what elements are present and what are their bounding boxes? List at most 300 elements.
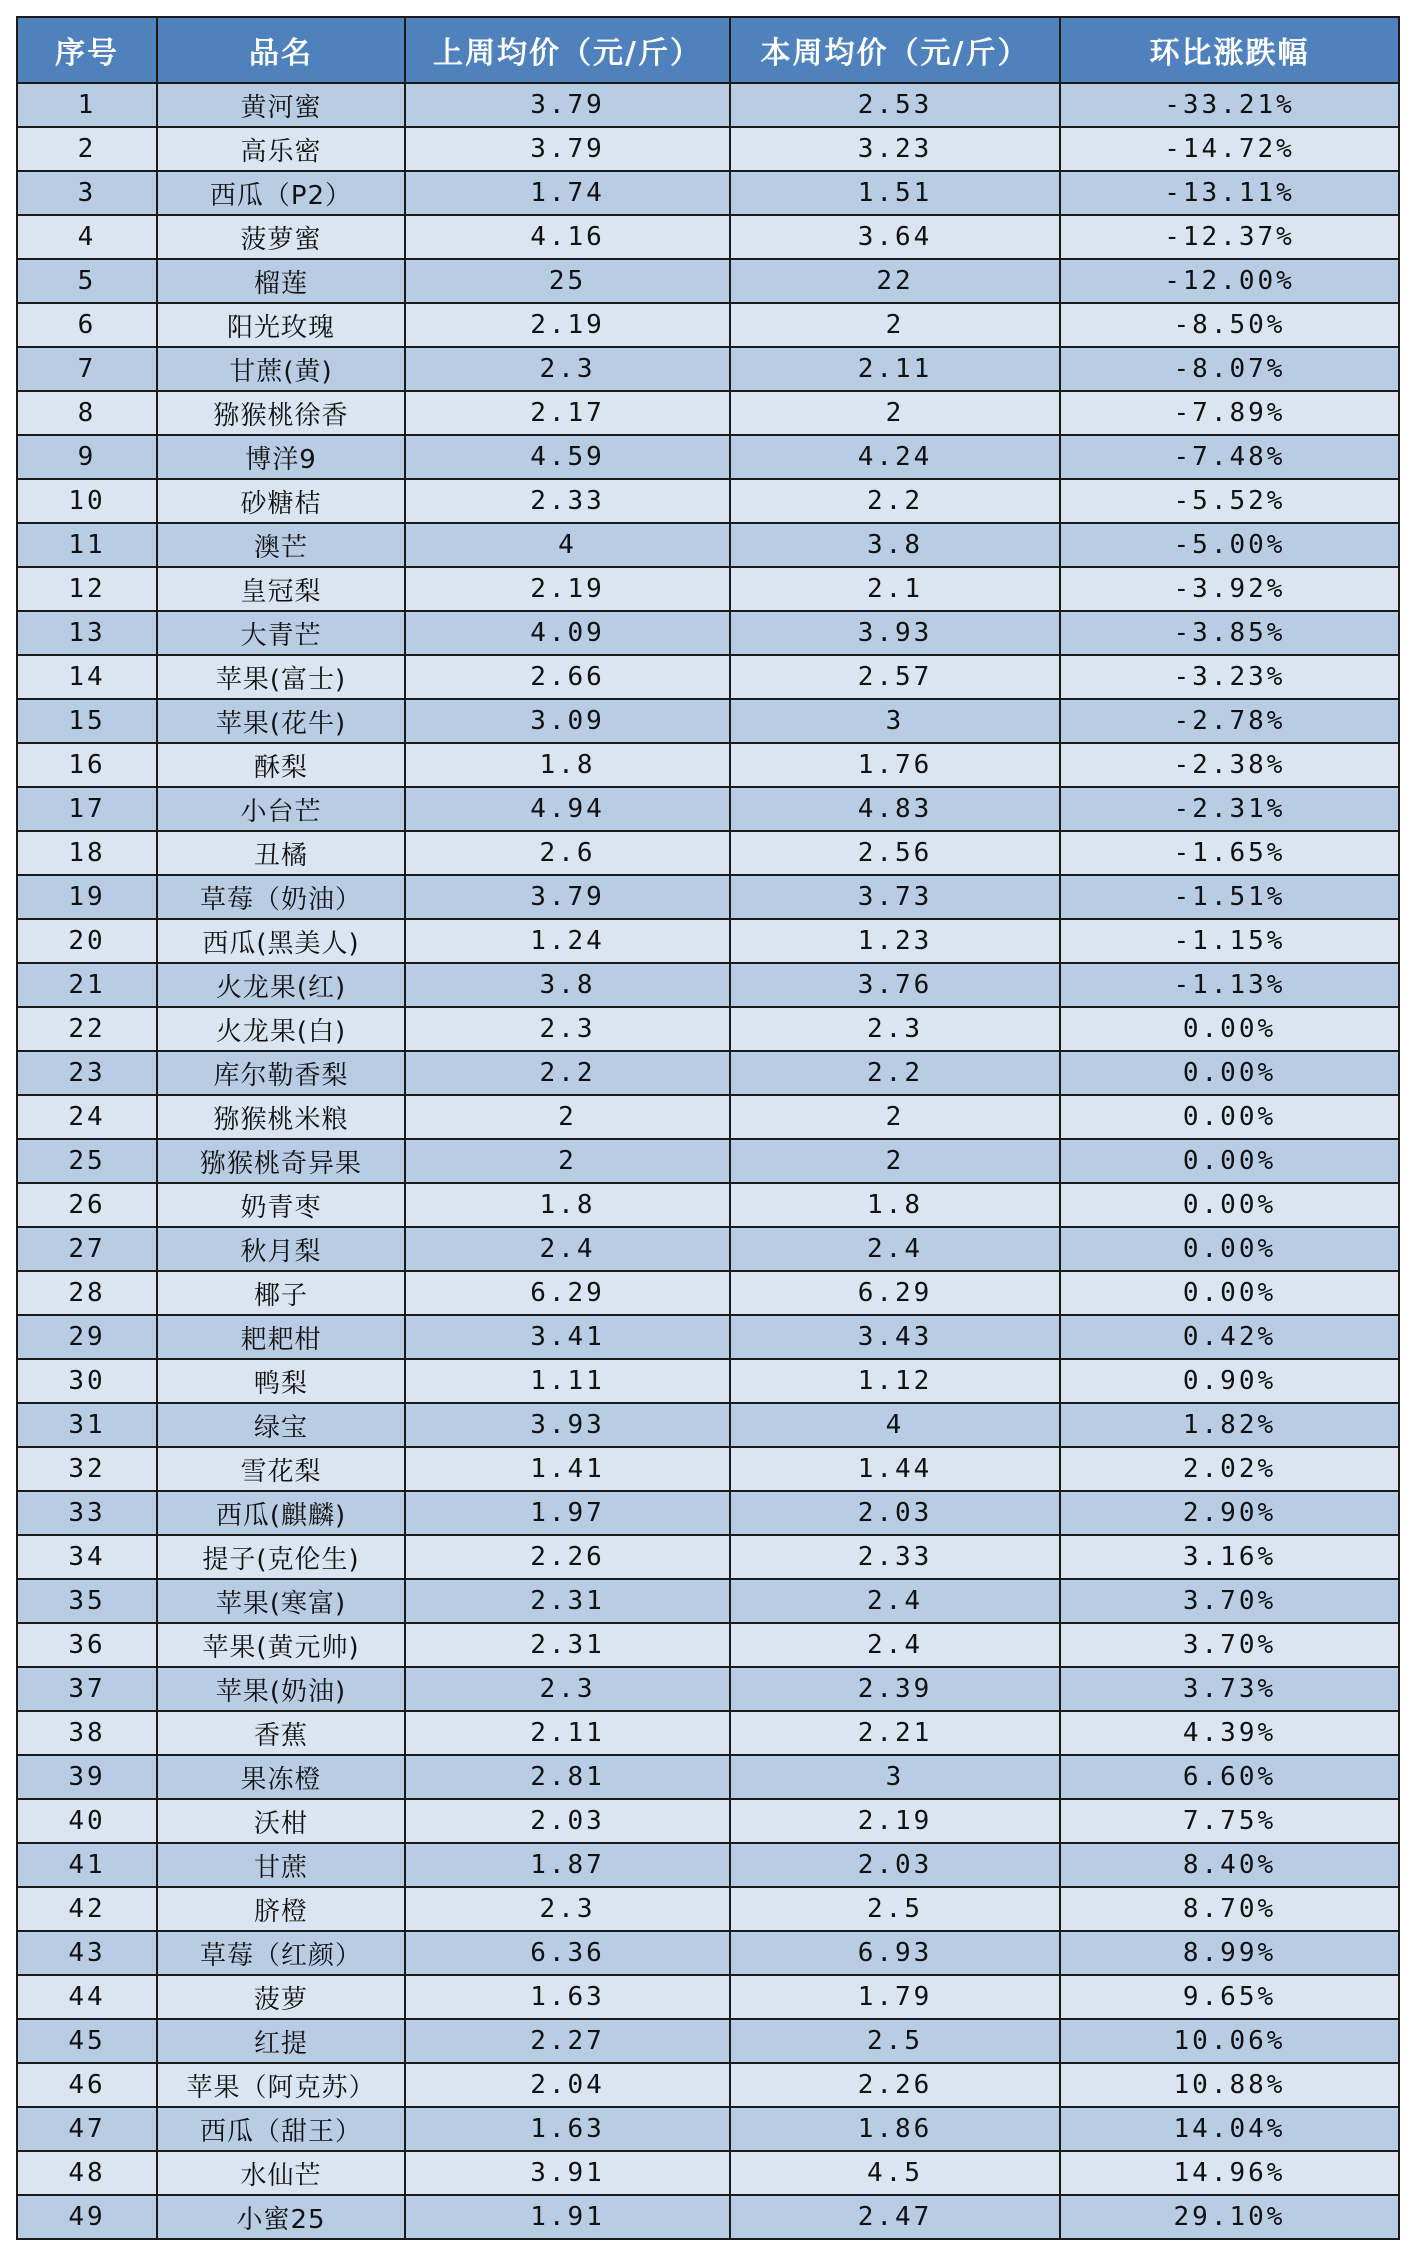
product-name-cell: 高乐密: [157, 127, 405, 171]
product-name-cell: 沃柑: [157, 1799, 405, 1843]
row-index-cell: 11: [17, 523, 157, 567]
this-week-price-cell: 2.2: [730, 479, 1060, 523]
table-row: [17, 303, 1399, 347]
fruit-price-table: [16, 16, 1400, 2240]
row-index-cell: 48: [17, 2151, 157, 2195]
last-week-price-cell: 1.63: [405, 1975, 730, 2019]
this-week-price-cell: 2.33: [730, 1535, 1060, 1579]
change-rate-cell: 6.60%: [1060, 1755, 1399, 1799]
last-week-price-cell: 2.6: [405, 831, 730, 875]
product-name-cell: 草莓（奶油）: [157, 875, 405, 919]
this-week-price-cell: 22: [730, 259, 1060, 303]
product-name-cell: 库尔勒香梨: [157, 1051, 405, 1095]
table-row: [17, 787, 1399, 831]
product-name-cell: 猕猴桃徐香: [157, 391, 405, 435]
last-week-price-cell: 2.17: [405, 391, 730, 435]
this-week-price-cell: 2.03: [730, 1843, 1060, 1887]
row-index-cell: 16: [17, 743, 157, 787]
change-rate-cell: 4.39%: [1060, 1711, 1399, 1755]
last-week-price-cell: 3.41: [405, 1315, 730, 1359]
row-index-cell: 37: [17, 1667, 157, 1711]
table-row: [17, 1403, 1399, 1447]
table-row: [17, 655, 1399, 699]
change-rate-cell: 2.02%: [1060, 1447, 1399, 1491]
this-week-price-cell: 2.4: [730, 1227, 1060, 1271]
table-row: [17, 919, 1399, 963]
row-index-cell: 45: [17, 2019, 157, 2063]
this-week-price-cell: 1.44: [730, 1447, 1060, 1491]
this-week-price-cell: 2.11: [730, 347, 1060, 391]
product-name-cell: 榴莲: [157, 259, 405, 303]
header-last-week-price: 上周均价（元/斤）: [405, 17, 730, 83]
product-name-cell: 西瓜(黑美人): [157, 919, 405, 963]
row-index-cell: 29: [17, 1315, 157, 1359]
last-week-price-cell: 6.36: [405, 1931, 730, 1975]
product-name-cell: 奶青枣: [157, 1183, 405, 1227]
change-rate-cell: -2.31%: [1060, 787, 1399, 831]
this-week-price-cell: 3.64: [730, 215, 1060, 259]
this-week-price-cell: 3.93: [730, 611, 1060, 655]
table-row: [17, 1227, 1399, 1271]
last-week-price-cell: 2.3: [405, 1887, 730, 1931]
product-name-cell: 苹果(寒富): [157, 1579, 405, 1623]
this-week-price-cell: 3.23: [730, 127, 1060, 171]
this-week-price-cell: 2.3: [730, 1007, 1060, 1051]
this-week-price-cell: 2.5: [730, 1887, 1060, 1931]
table-row: [17, 1447, 1399, 1491]
row-index-cell: 49: [17, 2195, 157, 2239]
table-row: [17, 1139, 1399, 1183]
this-week-price-cell: 3.76: [730, 963, 1060, 1007]
last-week-price-cell: 2: [405, 1095, 730, 1139]
product-name-cell: 秋月梨: [157, 1227, 405, 1271]
change-rate-cell: 3.70%: [1060, 1579, 1399, 1623]
this-week-price-cell: 2.39: [730, 1667, 1060, 1711]
row-index-cell: 24: [17, 1095, 157, 1139]
last-week-price-cell: 4.94: [405, 787, 730, 831]
table-row: [17, 2063, 1399, 2107]
row-index-cell: 42: [17, 1887, 157, 1931]
change-rate-cell: -5.52%: [1060, 479, 1399, 523]
change-rate-cell: -1.13%: [1060, 963, 1399, 1007]
product-name-cell: 砂糖桔: [157, 479, 405, 523]
this-week-price-cell: 2.5: [730, 2019, 1060, 2063]
table-row: [17, 479, 1399, 523]
row-index-cell: 30: [17, 1359, 157, 1403]
row-index-cell: 32: [17, 1447, 157, 1491]
last-week-price-cell: 2.81: [405, 1755, 730, 1799]
last-week-price-cell: 25: [405, 259, 730, 303]
last-week-price-cell: 4.09: [405, 611, 730, 655]
this-week-price-cell: 1.79: [730, 1975, 1060, 2019]
last-week-price-cell: 2.3: [405, 347, 730, 391]
table-row: [17, 127, 1399, 171]
row-index-cell: 18: [17, 831, 157, 875]
row-index-cell: 22: [17, 1007, 157, 1051]
table-row: [17, 347, 1399, 391]
product-name-cell: 澳芒: [157, 523, 405, 567]
row-index-cell: 15: [17, 699, 157, 743]
table-row: [17, 1931, 1399, 1975]
change-rate-cell: 3.70%: [1060, 1623, 1399, 1667]
change-rate-cell: 8.70%: [1060, 1887, 1399, 1931]
this-week-price-cell: 2.4: [730, 1579, 1060, 1623]
row-index-cell: 19: [17, 875, 157, 919]
product-name-cell: 小蜜25: [157, 2195, 405, 2239]
table-row: [17, 1051, 1399, 1095]
change-rate-cell: 7.75%: [1060, 1799, 1399, 1843]
table-row: [17, 2019, 1399, 2063]
product-name-cell: 西瓜（P2）: [157, 171, 405, 215]
row-index-cell: 7: [17, 347, 157, 391]
product-name-cell: 提子(克伦生): [157, 1535, 405, 1579]
last-week-price-cell: 3.91: [405, 2151, 730, 2195]
header-product-name: 品名: [157, 17, 405, 83]
table-body: [17, 83, 1399, 2239]
change-rate-cell: 8.40%: [1060, 1843, 1399, 1887]
last-week-price-cell: 3.79: [405, 83, 730, 127]
change-rate-cell: 2.90%: [1060, 1491, 1399, 1535]
change-rate-cell: 0.00%: [1060, 1139, 1399, 1183]
this-week-price-cell: 2.19: [730, 1799, 1060, 1843]
last-week-price-cell: 2: [405, 1139, 730, 1183]
this-week-price-cell: 2.4: [730, 1623, 1060, 1667]
table-row: [17, 567, 1399, 611]
table-row: [17, 1007, 1399, 1051]
row-index-cell: 6: [17, 303, 157, 347]
table-row: [17, 875, 1399, 919]
table-row: [17, 1535, 1399, 1579]
product-name-cell: 耙耙柑: [157, 1315, 405, 1359]
this-week-price-cell: 2: [730, 1095, 1060, 1139]
row-index-cell: 43: [17, 1931, 157, 1975]
this-week-price-cell: 3.73: [730, 875, 1060, 919]
last-week-price-cell: 1.63: [405, 2107, 730, 2151]
this-week-price-cell: 2.26: [730, 2063, 1060, 2107]
product-name-cell: 苹果(富士): [157, 655, 405, 699]
product-name-cell: 火龙果(白): [157, 1007, 405, 1051]
change-rate-cell: -14.72%: [1060, 127, 1399, 171]
change-rate-cell: 14.04%: [1060, 2107, 1399, 2151]
this-week-price-cell: 2: [730, 1139, 1060, 1183]
row-index-cell: 38: [17, 1711, 157, 1755]
last-week-price-cell: 3.79: [405, 127, 730, 171]
row-index-cell: 39: [17, 1755, 157, 1799]
change-rate-cell: -3.85%: [1060, 611, 1399, 655]
product-name-cell: 苹果(花牛): [157, 699, 405, 743]
last-week-price-cell: 2.31: [405, 1579, 730, 1623]
change-rate-cell: -1.65%: [1060, 831, 1399, 875]
product-name-cell: 苹果(黄元帅): [157, 1623, 405, 1667]
last-week-price-cell: 1.87: [405, 1843, 730, 1887]
last-week-price-cell: 2.27: [405, 2019, 730, 2063]
row-index-cell: 14: [17, 655, 157, 699]
row-index-cell: 31: [17, 1403, 157, 1447]
product-name-cell: 阳光玫瑰: [157, 303, 405, 347]
last-week-price-cell: 2.19: [405, 567, 730, 611]
product-name-cell: 大青芒: [157, 611, 405, 655]
product-name-cell: 菠萝: [157, 1975, 405, 2019]
change-rate-cell: 0.00%: [1060, 1271, 1399, 1315]
row-index-cell: 13: [17, 611, 157, 655]
table-row: [17, 259, 1399, 303]
table-row: [17, 831, 1399, 875]
row-index-cell: 21: [17, 963, 157, 1007]
change-rate-cell: -33.21%: [1060, 83, 1399, 127]
product-name-cell: 草莓（红颜）: [157, 1931, 405, 1975]
table-row: [17, 1315, 1399, 1359]
row-index-cell: 25: [17, 1139, 157, 1183]
change-rate-cell: 14.96%: [1060, 2151, 1399, 2195]
table-row: [17, 2151, 1399, 2195]
row-index-cell: 23: [17, 1051, 157, 1095]
change-rate-cell: -2.38%: [1060, 743, 1399, 787]
this-week-price-cell: 1.23: [730, 919, 1060, 963]
product-name-cell: 西瓜(麒麟): [157, 1491, 405, 1535]
table-row: [17, 1667, 1399, 1711]
this-week-price-cell: 4.5: [730, 2151, 1060, 2195]
last-week-price-cell: 1.11: [405, 1359, 730, 1403]
last-week-price-cell: 1.41: [405, 1447, 730, 1491]
last-week-price-cell: 1.8: [405, 743, 730, 787]
row-index-cell: 12: [17, 567, 157, 611]
product-name-cell: 黄河蜜: [157, 83, 405, 127]
this-week-price-cell: 3: [730, 1755, 1060, 1799]
last-week-price-cell: 2.31: [405, 1623, 730, 1667]
this-week-price-cell: 2.2: [730, 1051, 1060, 1095]
this-week-price-cell: 4: [730, 1403, 1060, 1447]
change-rate-cell: -13.11%: [1060, 171, 1399, 215]
product-name-cell: 红提: [157, 2019, 405, 2063]
table-row: [17, 435, 1399, 479]
last-week-price-cell: 2.2: [405, 1051, 730, 1095]
product-name-cell: 猕猴桃奇异果: [157, 1139, 405, 1183]
row-index-cell: 36: [17, 1623, 157, 1667]
this-week-price-cell: 2.1: [730, 567, 1060, 611]
change-rate-cell: 3.73%: [1060, 1667, 1399, 1711]
change-rate-cell: 0.00%: [1060, 1095, 1399, 1139]
header-index: 序号: [17, 17, 157, 83]
this-week-price-cell: 3.8: [730, 523, 1060, 567]
table-row: [17, 1711, 1399, 1755]
change-rate-cell: 10.88%: [1060, 2063, 1399, 2107]
last-week-price-cell: 4.16: [405, 215, 730, 259]
this-week-price-cell: 2.53: [730, 83, 1060, 127]
last-week-price-cell: 2.26: [405, 1535, 730, 1579]
product-name-cell: 果冻橙: [157, 1755, 405, 1799]
last-week-price-cell: 1.74: [405, 171, 730, 215]
last-week-price-cell: 1.91: [405, 2195, 730, 2239]
this-week-price-cell: 3: [730, 699, 1060, 743]
table-row: [17, 2195, 1399, 2239]
this-week-price-cell: 4.83: [730, 787, 1060, 831]
table-row: [17, 215, 1399, 259]
change-rate-cell: -12.37%: [1060, 215, 1399, 259]
table-row: [17, 391, 1399, 435]
product-name-cell: 水仙芒: [157, 2151, 405, 2195]
row-index-cell: 44: [17, 1975, 157, 2019]
change-rate-cell: 0.00%: [1060, 1051, 1399, 1095]
product-name-cell: 绿宝: [157, 1403, 405, 1447]
table-row: [17, 1183, 1399, 1227]
product-name-cell: 西瓜（甜王）: [157, 2107, 405, 2151]
product-name-cell: 猕猴桃米粮: [157, 1095, 405, 1139]
last-week-price-cell: 2.19: [405, 303, 730, 347]
table-row: [17, 1799, 1399, 1843]
change-rate-cell: -3.23%: [1060, 655, 1399, 699]
last-week-price-cell: 2.4: [405, 1227, 730, 1271]
table-row: [17, 963, 1399, 1007]
this-week-price-cell: 2: [730, 303, 1060, 347]
table-row: [17, 1887, 1399, 1931]
row-index-cell: 9: [17, 435, 157, 479]
table-row: [17, 1095, 1399, 1139]
change-rate-cell: 10.06%: [1060, 2019, 1399, 2063]
change-rate-cell: -1.51%: [1060, 875, 1399, 919]
row-index-cell: 2: [17, 127, 157, 171]
product-name-cell: 菠萝蜜: [157, 215, 405, 259]
this-week-price-cell: 1.8: [730, 1183, 1060, 1227]
last-week-price-cell: 2.04: [405, 2063, 730, 2107]
last-week-price-cell: 2.3: [405, 1667, 730, 1711]
this-week-price-cell: 2: [730, 391, 1060, 435]
last-week-price-cell: 4: [405, 523, 730, 567]
row-index-cell: 40: [17, 1799, 157, 1843]
last-week-price-cell: 3.79: [405, 875, 730, 919]
change-rate-cell: 8.99%: [1060, 1931, 1399, 1975]
product-name-cell: 甘蔗(黄): [157, 347, 405, 391]
last-week-price-cell: 1.97: [405, 1491, 730, 1535]
table-header-row: [17, 17, 1399, 83]
row-index-cell: 4: [17, 215, 157, 259]
table-row: [17, 1359, 1399, 1403]
this-week-price-cell: 6.29: [730, 1271, 1060, 1315]
product-name-cell: 甘蔗: [157, 1843, 405, 1887]
row-index-cell: 5: [17, 259, 157, 303]
row-index-cell: 33: [17, 1491, 157, 1535]
table-row: [17, 1755, 1399, 1799]
last-week-price-cell: 2.03: [405, 1799, 730, 1843]
product-name-cell: 博洋9: [157, 435, 405, 479]
row-index-cell: 26: [17, 1183, 157, 1227]
product-name-cell: 皇冠梨: [157, 567, 405, 611]
row-index-cell: 27: [17, 1227, 157, 1271]
change-rate-cell: 29.10%: [1060, 2195, 1399, 2239]
row-index-cell: 20: [17, 919, 157, 963]
row-index-cell: 46: [17, 2063, 157, 2107]
product-name-cell: 酥梨: [157, 743, 405, 787]
last-week-price-cell: 1.8: [405, 1183, 730, 1227]
table-row: [17, 611, 1399, 655]
table-row: [17, 1491, 1399, 1535]
table-row: [17, 523, 1399, 567]
table-row: [17, 1579, 1399, 1623]
change-rate-cell: 3.16%: [1060, 1535, 1399, 1579]
product-name-cell: 椰子: [157, 1271, 405, 1315]
change-rate-cell: 0.00%: [1060, 1227, 1399, 1271]
table-row: [17, 83, 1399, 127]
last-week-price-cell: 4.59: [405, 435, 730, 479]
row-index-cell: 41: [17, 1843, 157, 1887]
change-rate-cell: 0.90%: [1060, 1359, 1399, 1403]
last-week-price-cell: 1.24: [405, 919, 730, 963]
header-change-rate: 环比涨跌幅: [1060, 17, 1399, 83]
row-index-cell: 35: [17, 1579, 157, 1623]
this-week-price-cell: 1.51: [730, 171, 1060, 215]
change-rate-cell: -7.48%: [1060, 435, 1399, 479]
table-row: [17, 2107, 1399, 2151]
last-week-price-cell: 3.09: [405, 699, 730, 743]
row-index-cell: 10: [17, 479, 157, 523]
change-rate-cell: -8.07%: [1060, 347, 1399, 391]
product-name-cell: 小台芒: [157, 787, 405, 831]
product-name-cell: 苹果（阿克苏）: [157, 2063, 405, 2107]
row-index-cell: 34: [17, 1535, 157, 1579]
row-index-cell: 3: [17, 171, 157, 215]
last-week-price-cell: 2.11: [405, 1711, 730, 1755]
product-name-cell: 香蕉: [157, 1711, 405, 1755]
change-rate-cell: -8.50%: [1060, 303, 1399, 347]
change-rate-cell: -3.92%: [1060, 567, 1399, 611]
this-week-price-cell: 2.03: [730, 1491, 1060, 1535]
last-week-price-cell: 2.66: [405, 655, 730, 699]
change-rate-cell: 0.42%: [1060, 1315, 1399, 1359]
this-week-price-cell: 2.56: [730, 831, 1060, 875]
change-rate-cell: 1.82%: [1060, 1403, 1399, 1447]
table-row: [17, 699, 1399, 743]
product-name-cell: 雪花梨: [157, 1447, 405, 1491]
row-index-cell: 1: [17, 83, 157, 127]
this-week-price-cell: 2.47: [730, 2195, 1060, 2239]
table-row: [17, 1271, 1399, 1315]
this-week-price-cell: 1.12: [730, 1359, 1060, 1403]
row-index-cell: 47: [17, 2107, 157, 2151]
change-rate-cell: -12.00%: [1060, 259, 1399, 303]
last-week-price-cell: 2.33: [405, 479, 730, 523]
product-name-cell: 鸭梨: [157, 1359, 405, 1403]
change-rate-cell: 0.00%: [1060, 1183, 1399, 1227]
change-rate-cell: -5.00%: [1060, 523, 1399, 567]
header-this-week-price: 本周均价（元/斤）: [730, 17, 1060, 83]
product-name-cell: 脐橙: [157, 1887, 405, 1931]
table-row: [17, 171, 1399, 215]
change-rate-cell: -2.78%: [1060, 699, 1399, 743]
product-name-cell: 火龙果(红): [157, 963, 405, 1007]
this-week-price-cell: 6.93: [730, 1931, 1060, 1975]
table-row: [17, 1843, 1399, 1887]
last-week-price-cell: 3.93: [405, 1403, 730, 1447]
change-rate-cell: -7.89%: [1060, 391, 1399, 435]
row-index-cell: 17: [17, 787, 157, 831]
table-row: [17, 1623, 1399, 1667]
last-week-price-cell: 6.29: [405, 1271, 730, 1315]
this-week-price-cell: 1.86: [730, 2107, 1060, 2151]
product-name-cell: 苹果(奶油): [157, 1667, 405, 1711]
this-week-price-cell: 3.43: [730, 1315, 1060, 1359]
row-index-cell: 28: [17, 1271, 157, 1315]
product-name-cell: 丑橘: [157, 831, 405, 875]
this-week-price-cell: 2.21: [730, 1711, 1060, 1755]
change-rate-cell: 0.00%: [1060, 1007, 1399, 1051]
this-week-price-cell: 4.24: [730, 435, 1060, 479]
row-index-cell: 8: [17, 391, 157, 435]
last-week-price-cell: 3.8: [405, 963, 730, 1007]
change-rate-cell: -1.15%: [1060, 919, 1399, 963]
this-week-price-cell: 2.57: [730, 655, 1060, 699]
table-row: [17, 743, 1399, 787]
table-row: [17, 1975, 1399, 2019]
this-week-price-cell: 1.76: [730, 743, 1060, 787]
